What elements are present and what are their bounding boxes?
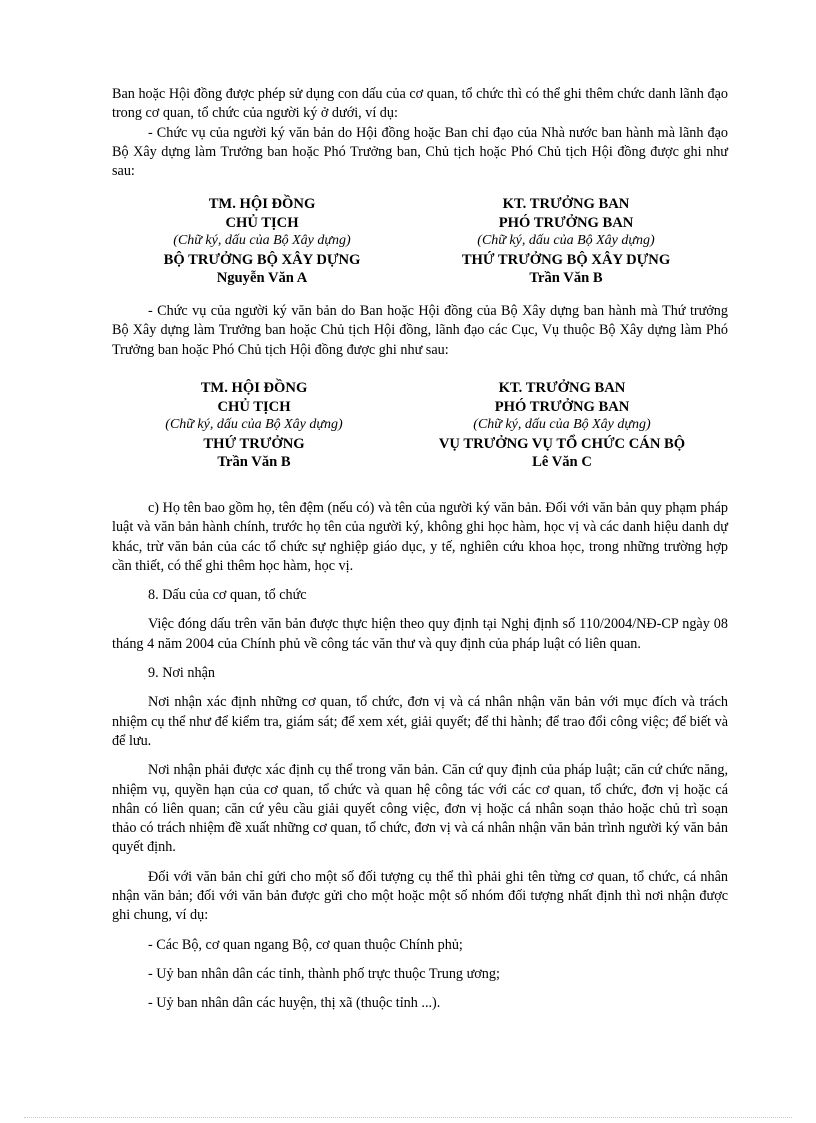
sig-position: CHỦ TỊCH [217,398,291,415]
signature-block-right-1 [416,195,716,288]
sig-title: KT. TRƯỞNG BAN [498,380,626,396]
middle-section [112,302,728,360]
middle-paragraph: - Chức vụ của người ký văn bản do Ban hoặc Hội đồng của Bộ Xây dựng ban hành mà Thứ trưởng Bộ Xây dựng làm Trưởng ban hoặc Chủ tịch Hội đồng, lãnh đạo các Cục, Vụ thuộc Bộ Xây dựng làm Phó Trưởng ban hoặc Phó Chủ tịch Hội đồng được ghi như sau: [112,303,728,358]
intro-section [112,85,728,181]
list-item: - Uỷ ban nhân dân các huyện, thị xã (thuộc tỉnh ...). [148,995,441,1012]
sig-name: Trần Văn B [217,454,291,471]
intro-paragraph-2: - Chức vụ của người ký văn bản do Hội đồng hoặc Ban chỉ đạo của Nhà nước ban hành mà lãnh đạo Bộ Xây dựng làm Trưởng ban hoặc Phó Trưởng ban, Chủ tịch hoặc Phó Chủ tịch Hội đồng được ghi như sau: [112,124,728,180]
sig-position: CHỦ TỊCH [225,214,299,231]
signature-block-right-2 [412,379,712,472]
body-section [112,499,728,1014]
sig-role: THỨ TRƯỞNG [203,435,305,452]
sig-stamp-note: (Chữ ký, dấu của Bộ Xây dựng) [173,233,351,249]
sig-role: BỘ TRƯỞNG BỘ XÂY DỰNG [163,251,361,268]
sig-name: Trần Văn B [529,270,603,287]
page-bottom-divider [24,1117,792,1118]
sig-stamp-note: (Chữ ký, dấu của Bộ Xây dựng) [165,417,343,433]
list-item: - Các Bộ, cơ quan ngang Bộ, cơ quan thuộc Chính phủ; [148,936,463,953]
paragraph-9a: Nơi nhận xác định những cơ quan, tổ chức, đơn vị và cá nhân nhận văn bản với mục đích và trách nhiệm cụ thể như để kiểm tra, giám sát; để xem xét, giải quyết; để thi hành; để trao đổi công việc; để biết và để lưu. [112,694,728,749]
signature-block-left-2 [104,379,404,472]
sig-role: THỨ TRƯỞNG BỘ XÂY DỰNG [461,251,671,268]
sig-title: KT. TRƯỞNG BAN [502,196,630,212]
heading-9: 9. Nơi nhận [148,665,216,682]
intro-paragraph-1: Ban hoặc Hội đồng được phép sử dụng con dấu của cơ quan, tổ chức thì có thể ghi thêm chức danh lãnh đạo trong cơ quan, tổ chức của người ký ở dưới, ví dụ: [112,86,728,122]
sig-stamp-note: (Chữ ký, dấu của Bộ Xây dựng) [473,417,651,433]
sig-role: VỤ TRƯỞNG VỤ TỔ CHỨC CÁN BỘ [438,435,686,452]
sig-position: PHÓ TRƯỞNG BAN [494,398,630,415]
sig-name: Lê Văn C [532,454,592,471]
list-item: - Uỷ ban nhân dân các tỉnh, thành phố trực thuộc Trung ương; [148,965,500,982]
signature-block-left-1 [112,195,412,288]
heading-8: 8. Dấu của cơ quan, tổ chức [148,587,307,604]
paragraph-c: c) Họ tên bao gồm họ, tên đệm (nếu có) và tên của người ký văn bản. Đối với văn bản quy phạm pháp luật và văn bản hành chính, trước họ tên của người ký, không ghi học hàm, học vị và các danh hiệu danh dự khác, trừ văn bản của các tổ chức sự nghiệp giáo dục, y tế, nghiên cứu khoa học, trong những trường hợp cần thiết, có thể ghi thêm học hàm, học vị. [112,500,728,574]
sig-name: Nguyễn Văn A [216,270,308,287]
paragraph-9c: Đối với văn bản chỉ gửi cho một số đối tượng cụ thể thì phải ghi tên từng cơ quan, tổ chức, cá nhân nhận văn bản; đối với văn bản được gửi cho một hoặc một số nhóm đối tượng nhất định thì nơi nhận được ghi chung, ví dụ: [112,868,728,924]
sig-title: TM. HỘI ĐỒNG [200,380,308,396]
sig-stamp-note: (Chữ ký, dấu của Bộ Xây dựng) [477,233,655,249]
paragraph-9b: Nơi nhận phải được xác định cụ thể trong văn bản. Căn cứ quy định của pháp luật; căn cứ chức năng, nhiệm vụ, quyền hạn của cơ quan, tổ chức và quan hệ công tác với các cơ quan, tổ chức, đơn vị hoặc cá nhân có liên quan; căn cứ yêu cầu giải quyết công việc, đơn vị hoặc cá nhân soạn thảo hoặc chủ trì soạn thảo có trách nhiệm đề xuất những cơ quan, tổ chức, đơn vị và cá nhân nhận văn bản trình người ký văn bản quyết định. [112,762,728,856]
sig-position: PHÓ TRƯỞNG BAN [498,214,634,231]
paragraph-8: Việc đóng dấu trên văn bản được thực hiện theo quy định tại Nghị định số 110/2004/NĐ-CP ngày 08 tháng 4 năm 2004 của Chính phủ về công tác văn thư và quy định của pháp luật có liên quan. [112,616,728,652]
sig-title: TM. HỘI ĐỒNG [208,196,316,212]
